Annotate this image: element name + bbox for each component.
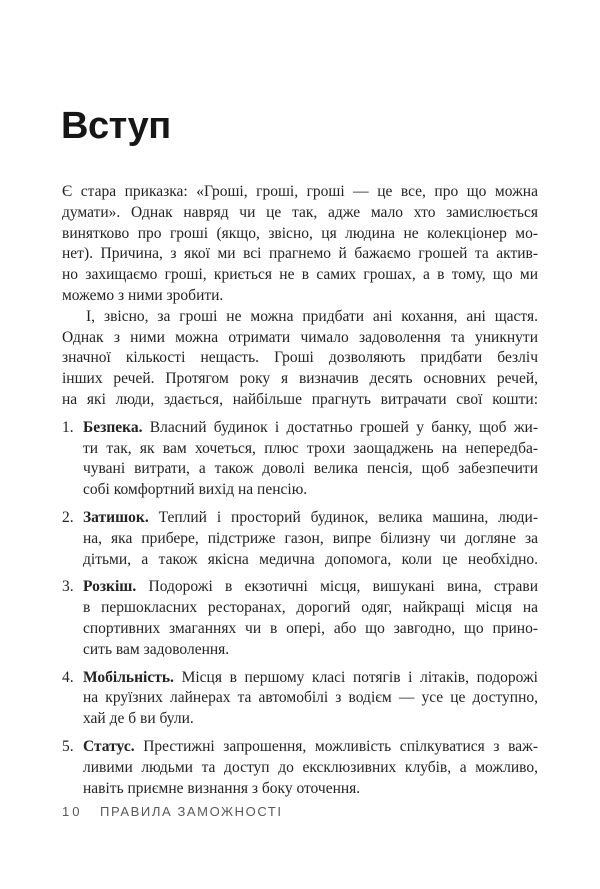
text-line: Статус. Престижні запрошення, можливість спілкуватися з важ- (83, 737, 538, 755)
list-number: 2. (62, 508, 74, 526)
paragraph (62, 182, 538, 307)
text-line: навіть приємне визнання з боку оточення. (83, 779, 361, 797)
text-line: Розкіш. Подорожі в екзотичні місця, вишукані вина, страви (83, 578, 538, 596)
list-lead: Розкіш. (83, 578, 137, 596)
text-line: ти так, як вам хочеться, плюс трохи заощаджень на непередба- (83, 439, 538, 457)
text-line: на, яка прибере, підстриже газон, випре білизну чи догляне за (83, 529, 538, 547)
text-line: винятково про гроші (якщо, звісно, ця людина не колекціонер мо- (62, 224, 538, 242)
text-line: значної кількості нещасть. Гроші дозволяють придбати безліч (62, 349, 538, 367)
list-number: 5. (62, 737, 74, 755)
text-line: на круїзних лайнерах та автомобілі з водієм — усе це доступно, (83, 689, 538, 707)
text-line: Однак з ними можна отримати чимало задоволення та уникнути (62, 328, 538, 346)
text-line: собі комфортний вихід на пенсію. (83, 481, 308, 499)
list-item (62, 668, 538, 730)
list-lead: Мобільність. (83, 668, 174, 686)
text-line: но захищаємо гроші, криється не в самих грошах, а в тому, що ми (62, 266, 538, 284)
text-line: інших речей. Протягом року я визначив десять основних речей, (62, 370, 538, 388)
list-item (62, 418, 538, 501)
list-number: 3. (62, 578, 74, 596)
running-title: ПРАВИЛА ЗАМОЖНОСТІ (100, 804, 283, 819)
page-number: 10 (62, 804, 83, 819)
text-line: ливими людьми та доступ до ексклюзивних клубів, а можливо, (83, 758, 538, 776)
paragraph (62, 307, 538, 411)
list-number: 1. (62, 418, 74, 436)
text-line: можемо з ними зробити. (62, 286, 224, 304)
list-number: 4. (62, 668, 74, 686)
chapter-title: Вступ (61, 105, 171, 147)
list-item (62, 737, 538, 799)
text-line: в першокласних ресторанах, дорогий одяг, найкращі місця на (83, 599, 538, 617)
text-line: на які люди, здається, найбільше прагнуть витрачати свої кошти: (62, 390, 538, 408)
text-line: Затишок. Теплий і просторий будинок, велика машина, люди- (83, 508, 538, 526)
text-line: хай де б ви були. (83, 710, 194, 728)
page-footer (62, 804, 283, 819)
list-item (62, 508, 538, 570)
text-line: Безпека. Власний будинок і достатньо грошей у банку, щоб жи- (83, 418, 538, 436)
text-line: нет). Причина, з якої ми всі прагнемо й бажаємо грошей та актив- (62, 245, 538, 263)
text-line: Є стара приказка: «Гроші, гроші, гроші — це все, про що можна (62, 183, 538, 200)
list-item (62, 577, 538, 660)
text-line: думати». Однак навряд чи це так, адже мало хто замислюється (62, 203, 538, 221)
body-text (62, 182, 538, 799)
text-line: спортивних змаганнях чи в опері, або що завгодно, що прино- (83, 619, 538, 637)
text-line: сить вам задоволення. (83, 640, 230, 658)
text-line: дітьми, а також якісна медична допомога, коли це необхідно. (83, 550, 538, 568)
list-lead: Безпека. (83, 418, 143, 436)
text-line: Мобільність. Місця в першому класі потягів і літаків, подорожі (83, 668, 538, 686)
text-line: І, звісно, за гроші не можна придбати ані кохання, ані щастя. (86, 307, 538, 325)
text-line: чувані витрати, а також доволі велика пенсія, щоб забезпечити (83, 460, 538, 478)
list-lead: Затишок. (83, 508, 149, 526)
list-lead: Статус. (83, 737, 135, 755)
